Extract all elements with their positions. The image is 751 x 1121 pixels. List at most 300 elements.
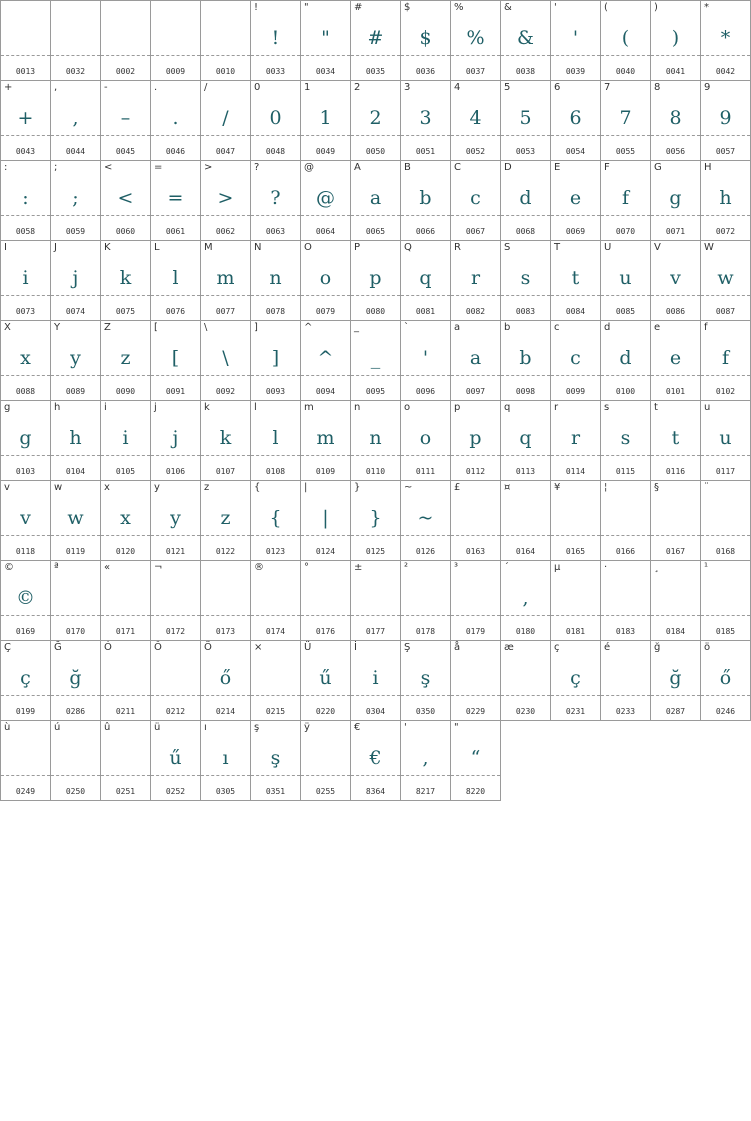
glyph-cell <box>1 721 51 801</box>
glyph-preview: d <box>519 187 532 209</box>
char-code-label: 0350 <box>415 707 436 716</box>
char-code-label: 0178 <box>415 627 436 636</box>
cell-divider <box>51 455 100 456</box>
cell-divider <box>601 535 650 536</box>
cell-character-label: € <box>354 722 361 733</box>
cell-divider <box>151 695 200 696</box>
cell-character-label: H <box>704 162 712 173</box>
cell-character-label: · <box>604 562 608 573</box>
char-code-label: 0220 <box>315 707 336 716</box>
cell-character-label: G <box>654 162 662 173</box>
char-code-label: 0101 <box>665 387 686 396</box>
cell-divider <box>351 215 400 216</box>
cell-character-label: é <box>604 642 611 653</box>
glyph-cell <box>501 321 551 401</box>
cell-divider <box>201 535 250 536</box>
char-code-label: 0102 <box>715 387 736 396</box>
char-code-label: 0064 <box>315 227 336 236</box>
cell-character-label: ª <box>54 562 59 573</box>
cell-character-label: ? <box>254 162 260 173</box>
char-code-label: 0062 <box>215 227 236 236</box>
char-code-label: 0048 <box>265 147 286 156</box>
cell-character-label: ³ <box>454 562 459 573</box>
glyph-cell <box>601 241 651 321</box>
glyph-preview: k <box>119 267 132 289</box>
char-code-label: 0065 <box>365 227 386 236</box>
glyph-preview: y <box>170 507 181 529</box>
cell-divider <box>701 375 750 376</box>
char-code-label: 0069 <box>565 227 586 236</box>
cell-character-label: j <box>154 402 157 413</box>
char-code-label: 0082 <box>465 307 486 316</box>
cell-character-label: X <box>4 322 11 333</box>
cell-divider <box>201 375 250 376</box>
glyph-cell <box>251 481 301 561</box>
glyph-preview: n <box>369 427 382 449</box>
cell-divider <box>651 215 700 216</box>
glyph-cell <box>151 81 201 161</box>
char-code-label: 0077 <box>215 307 236 316</box>
cell-character-label: , <box>54 82 58 93</box>
cell-character-label: M <box>204 242 213 253</box>
cell-divider <box>301 775 350 776</box>
cell-character-label: © <box>4 562 14 573</box>
cell-character-label: Ü <box>304 642 312 653</box>
char-code-label: 0176 <box>315 627 336 636</box>
cell-character-label: Ş <box>404 642 411 653</box>
glyph-cell <box>351 81 401 161</box>
glyph-cell <box>151 481 201 561</box>
cell-divider <box>351 135 400 136</box>
char-code-label: 0108 <box>265 467 286 476</box>
glyph-cell <box>701 641 751 721</box>
cell-divider <box>51 535 100 536</box>
glyph-preview: m <box>316 427 335 449</box>
cell-character-label: ( <box>604 2 608 13</box>
cell-divider <box>651 375 700 376</box>
cell-divider <box>501 375 550 376</box>
char-code-label: 0212 <box>165 707 186 716</box>
cell-divider <box>151 375 200 376</box>
cell-divider <box>201 295 250 296</box>
cell-character-label: # <box>354 2 363 13</box>
cell-character-label: ' <box>554 2 557 13</box>
cell-divider <box>301 615 350 616</box>
cell-divider <box>501 695 550 696</box>
glyph-cell <box>551 161 601 241</box>
glyph-preview: ' <box>572 27 579 49</box>
cell-divider <box>301 135 350 136</box>
glyph-preview: ; <box>72 187 79 209</box>
cell-divider <box>351 455 400 456</box>
cell-divider <box>601 375 650 376</box>
cell-divider <box>401 295 450 296</box>
glyph-cell <box>1 481 51 561</box>
char-code-label: 0070 <box>615 227 636 236</box>
glyph-preview: j <box>72 267 79 289</box>
cell-character-label: " <box>304 2 309 13</box>
cell-divider <box>701 295 750 296</box>
char-code-label: 0106 <box>165 467 186 476</box>
cell-character-label: 5 <box>504 82 511 93</box>
cell-character-label: ¦ <box>604 482 608 493</box>
glyph-cell <box>651 641 701 721</box>
char-code-label: 0112 <box>465 467 486 476</box>
cell-divider <box>51 775 100 776</box>
glyph-cell <box>451 321 501 401</box>
cell-divider <box>251 615 300 616</box>
glyph-preview: ı <box>222 747 229 769</box>
cell-character-label: ö <box>704 642 711 653</box>
glyph-preview: r <box>470 267 481 289</box>
cell-character-label: W <box>704 242 714 253</box>
cell-divider <box>201 695 250 696</box>
char-code-label: 0351 <box>265 787 286 796</box>
glyph-cell <box>301 81 351 161</box>
cell-character-label: K <box>104 242 111 253</box>
char-code-label: 0033 <box>265 67 286 76</box>
glyph-cell <box>651 241 701 321</box>
glyph-preview: l <box>172 267 179 289</box>
char-code-label: 0116 <box>665 467 686 476</box>
cell-character-label: Ó <box>104 642 112 653</box>
char-code-label: 0053 <box>515 147 536 156</box>
glyph-cell <box>601 321 651 401</box>
glyph-preview: 0 <box>269 107 282 129</box>
cell-character-label: 4 <box>454 82 461 93</box>
cell-character-label: ` <box>404 322 409 333</box>
cell-divider <box>451 455 500 456</box>
glyph-preview <box>251 583 300 613</box>
glyph-cell <box>1 561 51 641</box>
glyph-preview: , <box>522 587 529 609</box>
cell-divider <box>551 135 600 136</box>
glyph-preview <box>151 663 200 693</box>
glyph-preview: s <box>520 267 531 289</box>
char-code-label: 0249 <box>15 787 36 796</box>
cell-character-label: § <box>654 482 659 493</box>
cell-divider <box>251 295 300 296</box>
glyph-cell <box>501 481 551 561</box>
cell-divider <box>1 295 50 296</box>
glyph-cell <box>601 81 651 161</box>
glyph-cell <box>301 401 351 481</box>
cell-divider <box>501 55 550 56</box>
char-code-label: 0032 <box>65 67 86 76</box>
glyph-preview <box>1 743 50 773</box>
cell-character-label: % <box>454 2 464 13</box>
cell-divider <box>401 455 450 456</box>
glyph-preview: < <box>117 187 134 209</box>
char-code-label: 0050 <box>365 147 386 156</box>
char-code-label: 0098 <box>515 387 536 396</box>
glyph-cell <box>401 481 451 561</box>
glyph-preview: v <box>670 267 681 289</box>
char-code-label: 0107 <box>215 467 236 476</box>
glyph-preview: \ <box>222 347 229 369</box>
cell-character-label: b <box>504 322 511 333</box>
char-code-label: 0080 <box>365 307 386 316</box>
cell-divider <box>401 695 450 696</box>
char-code-label: 0231 <box>565 707 586 716</box>
cell-character-label: i <box>104 402 107 413</box>
glyph-cell <box>601 161 651 241</box>
cell-divider <box>101 535 150 536</box>
cell-character-label: P <box>354 242 361 253</box>
cell-character-label: e <box>654 322 661 333</box>
glyph-cell <box>101 481 151 561</box>
glyph-cell <box>601 401 651 481</box>
glyph-cell <box>451 641 501 721</box>
cell-divider <box>451 295 500 296</box>
cell-divider <box>551 695 600 696</box>
cell-divider <box>101 615 150 616</box>
char-code-label: 0104 <box>65 467 86 476</box>
glyph-preview: v <box>20 507 31 529</box>
glyph-preview: [ <box>171 347 180 369</box>
cell-divider <box>301 55 350 56</box>
char-code-label: 0114 <box>565 467 586 476</box>
glyph-preview: ő <box>719 667 732 689</box>
glyph-cell <box>301 161 351 241</box>
glyph-preview: ! <box>271 27 280 49</box>
glyph-preview: 9 <box>719 107 732 129</box>
cell-character-label: @ <box>304 162 314 173</box>
cell-divider <box>601 695 650 696</box>
glyph-cell <box>251 161 301 241</box>
glyph-cell <box>351 161 401 241</box>
char-code-label: 0072 <box>715 227 736 236</box>
glyph-preview: e <box>669 347 682 369</box>
cell-character-label: = <box>154 162 163 173</box>
cell-divider <box>401 135 450 136</box>
cell-divider <box>601 215 650 216</box>
glyph-cell <box>401 561 451 641</box>
char-code-label: 0163 <box>465 547 486 556</box>
cell-character-label: / <box>204 82 208 93</box>
cell-divider <box>151 775 200 776</box>
cell-divider <box>101 295 150 296</box>
cell-divider <box>251 535 300 536</box>
glyph-cell <box>551 81 601 161</box>
glyph-preview: $ <box>419 27 432 49</box>
glyph-cell <box>101 401 151 481</box>
char-code-label: 0246 <box>715 707 736 716</box>
cell-divider <box>451 215 500 216</box>
char-code-label: 0214 <box>215 707 236 716</box>
cell-character-label: £ <box>454 482 461 493</box>
cell-divider <box>701 215 750 216</box>
char-code-label: 0058 <box>15 227 36 236</box>
cell-character-label: ş <box>254 722 260 733</box>
cell-character-label: c <box>554 322 560 333</box>
char-code-label: 0049 <box>315 147 336 156</box>
char-code-label: 0078 <box>265 307 286 316</box>
cell-divider <box>451 535 500 536</box>
char-code-label: 0089 <box>65 387 86 396</box>
cell-divider <box>651 135 700 136</box>
cell-divider <box>351 55 400 56</box>
cell-character-label: a <box>454 322 461 333</box>
glyph-cell <box>1 641 51 721</box>
cell-divider <box>551 215 600 216</box>
glyph-cell <box>101 161 151 241</box>
glyph-cell <box>501 241 551 321</box>
cell-divider <box>651 535 700 536</box>
cell-character-label: ² <box>404 562 409 573</box>
glyph-preview: r <box>570 427 581 449</box>
glyph-preview <box>701 583 750 613</box>
cell-character-label: ù <box>4 722 11 733</box>
glyph-preview: i <box>22 267 29 289</box>
glyph-preview: + <box>17 107 34 129</box>
char-code-label: 0211 <box>115 707 136 716</box>
glyph-preview: = <box>167 187 184 209</box>
cell-character-label: Ç <box>4 642 11 653</box>
cell-divider <box>601 615 650 616</box>
glyph-cell <box>251 401 301 481</box>
cell-divider <box>251 215 300 216</box>
glyph-preview <box>551 583 600 613</box>
glyph-cell <box>201 241 251 321</box>
char-code-label: 0181 <box>565 627 586 636</box>
char-code-label: 0286 <box>65 707 86 716</box>
char-code-label: 0124 <box>315 547 336 556</box>
cell-divider <box>501 295 550 296</box>
glyph-cell <box>351 641 401 721</box>
glyph-preview: f <box>721 347 730 369</box>
char-code-label: 0045 <box>115 147 136 156</box>
cell-divider <box>151 295 200 296</box>
glyph-preview: p <box>369 267 382 289</box>
cell-divider <box>1 375 50 376</box>
cell-divider <box>251 375 300 376</box>
cell-divider <box>1 215 50 216</box>
char-code-label: 0075 <box>115 307 136 316</box>
glyph-preview: l <box>272 427 279 449</box>
cell-character-label: n <box>354 402 361 413</box>
cell-divider <box>51 295 100 296</box>
char-code-label: 0093 <box>265 387 286 396</box>
glyph-preview: n <box>269 267 282 289</box>
glyph-preview <box>151 23 200 53</box>
cell-character-label: ± <box>354 562 363 573</box>
glyph-preview <box>51 743 100 773</box>
char-code-label: 0063 <box>265 227 286 236</box>
char-code-label: 0215 <box>265 707 286 716</box>
glyph-cell <box>651 401 701 481</box>
cell-divider <box>401 535 450 536</box>
cell-character-label: ¸ <box>654 562 659 573</box>
glyph-cell <box>451 481 501 561</box>
glyph-preview: x <box>120 507 131 529</box>
char-code-label: 0095 <box>365 387 386 396</box>
cell-divider <box>101 375 150 376</box>
cell-character-label: " <box>454 722 459 733</box>
char-code-label: 0109 <box>315 467 336 476</box>
cell-divider <box>651 615 700 616</box>
cell-character-label: } <box>354 482 361 493</box>
char-code-label: 0199 <box>15 707 36 716</box>
cell-divider <box>151 215 200 216</box>
cell-character-label: 2 <box>354 82 361 93</box>
glyph-preview <box>251 663 300 693</box>
glyph-cell <box>651 161 701 241</box>
glyph-preview <box>601 503 650 533</box>
cell-character-label: ü <box>154 722 161 733</box>
cell-divider <box>451 695 500 696</box>
cell-divider <box>101 55 150 56</box>
glyph-cell <box>1 321 51 401</box>
char-code-label: 0042 <box>715 67 736 76</box>
glyph-cell <box>301 241 351 321</box>
cell-divider <box>551 295 600 296</box>
glyph-cell <box>101 641 151 721</box>
cell-divider <box>501 135 550 136</box>
char-code-label: 0092 <box>215 387 236 396</box>
char-code-label: 0110 <box>365 467 386 476</box>
glyph-cell <box>51 641 101 721</box>
glyph-preview: d <box>619 347 632 369</box>
glyph-preview: k <box>219 427 232 449</box>
cell-divider <box>651 55 700 56</box>
char-code-label: 0073 <box>15 307 36 316</box>
cell-character-label: ´ <box>504 562 509 573</box>
cell-character-label: d <box>604 322 611 333</box>
cell-divider <box>351 375 400 376</box>
char-code-label: 0233 <box>615 707 636 716</box>
char-code-label: 0100 <box>615 387 636 396</box>
cell-divider <box>51 695 100 696</box>
cell-divider <box>451 55 500 56</box>
glyph-preview: z <box>120 347 131 369</box>
glyph-cell <box>151 161 201 241</box>
glyph-cell <box>551 1 601 81</box>
glyph-preview: ? <box>270 187 281 209</box>
cell-character-label: ) <box>654 2 658 13</box>
glyph-preview <box>1 23 50 53</box>
glyph-preview: ű <box>169 747 182 769</box>
glyph-preview: o <box>419 427 432 449</box>
cell-divider <box>551 535 600 536</box>
glyph-cell <box>551 481 601 561</box>
char-code-label: 0169 <box>15 627 36 636</box>
cell-divider <box>251 135 300 136</box>
cell-character-label: S <box>504 242 511 253</box>
char-code-label: 0067 <box>465 227 486 236</box>
glyph-preview: o <box>319 267 332 289</box>
glyph-cell <box>501 401 551 481</box>
char-code-label: 0230 <box>515 707 536 716</box>
char-code-label: 0115 <box>615 467 636 476</box>
cell-divider <box>51 215 100 216</box>
glyph-cell <box>651 81 701 161</box>
cell-character-label: U <box>604 242 612 253</box>
glyph-preview <box>101 663 150 693</box>
glyph-cell <box>201 161 251 241</box>
cell-divider <box>351 535 400 536</box>
glyph-cell <box>101 561 151 641</box>
char-code-label: 0038 <box>515 67 536 76</box>
glyph-preview: u <box>619 267 632 289</box>
glyph-preview: w <box>717 267 734 289</box>
cell-character-label: x <box>104 482 110 493</box>
char-code-label: 0165 <box>565 547 586 556</box>
glyph-cell <box>551 241 601 321</box>
glyph-cell <box>701 241 751 321</box>
glyph-preview: 7 <box>619 107 632 129</box>
glyph-cell <box>351 321 401 401</box>
